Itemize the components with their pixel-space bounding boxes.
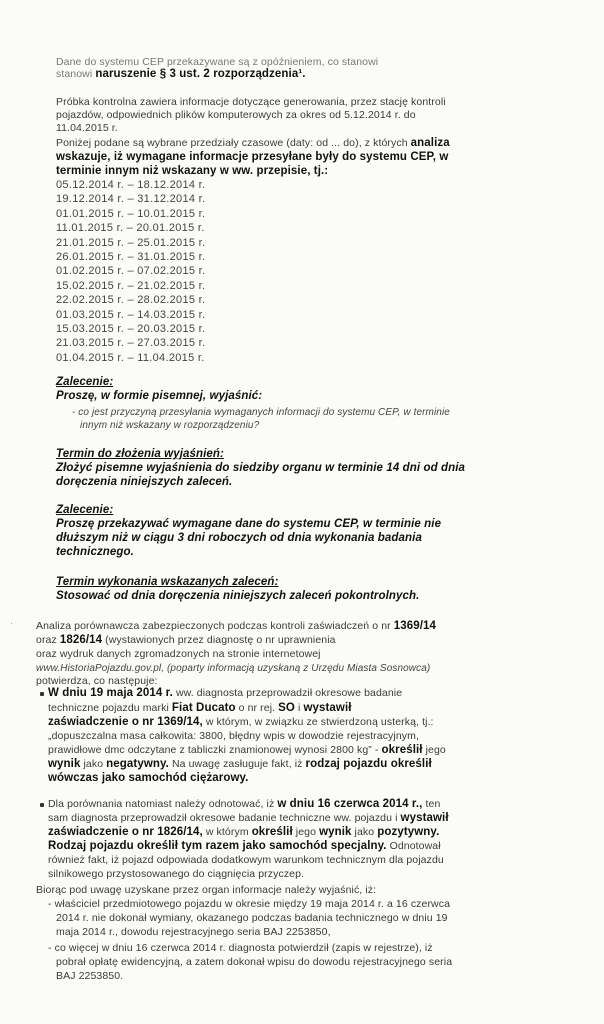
- certificate-reference: zaświadczenie o nr 1369/14,: [48, 716, 203, 728]
- bullet-1-line-2: [48, 702, 352, 715]
- intro-line-1: Dane do systemu CEP przekazywane są z opóźnieniem, co stanowi: [56, 56, 379, 68]
- bullet-icon: [40, 692, 44, 696]
- date-highlight: W dniu 19 maja 2014 r.: [48, 687, 173, 699]
- sample-line-6: terminie innym niż wskazany w ww. przepisie, tj.:: [56, 165, 329, 177]
- recommendation-1-heading: Zalecenie:: [56, 376, 114, 388]
- conclusion-line-7: BAJ 2253850.: [56, 970, 124, 982]
- bullet-1-line-6: [48, 758, 432, 771]
- result-positive: pozytywny.: [377, 826, 440, 838]
- bullet-1-line-7: wówczas jako samochód ciężarowy.: [48, 772, 249, 784]
- deadline-2-heading: Termin wykonania wskazanych zaleceń:: [56, 576, 279, 588]
- conclusion-line-6: pobrał opłatę ewidencyjną, a zatem dokonał wpisu do dowodu rejestracyjnego seria: [56, 956, 453, 968]
- bullet-bold: wystawił: [400, 812, 449, 824]
- deadline-1-line-1: Złożyć pisemne wyjaśnienia do siedziby organu w terminie 14 dni od dnia: [56, 462, 466, 474]
- recommendation-2-heading: Zalecenie:: [56, 504, 114, 516]
- bullet-bold: określił: [381, 744, 423, 756]
- bullet-2-line-6: silnikowego przystosowanego do ciągnięcia przyczep.: [48, 868, 305, 880]
- recommendation-1-line-1: Proszę, w formie pisemnej, wyjaśnić:: [56, 390, 263, 402]
- analysis-text: oraz: [36, 634, 60, 646]
- violation-text: naruszenie § 3 ust. 2 rozporządzenia: [95, 68, 299, 80]
- conclusion-line-3: 2014 r. nie dokonał wymiany, okazanego podczas badania technicznego w dniu 19: [56, 912, 448, 924]
- date-range: 01.01.2015 r. – 10.01.2015 r.: [56, 207, 206, 220]
- bullet-icon: [40, 803, 44, 807]
- bullet-2-line-5: również fakt, iż pojazd odpowiada dodatkowym warunkom technicznym dla pojazdu: [48, 854, 444, 866]
- recommendation-2-line-2: dłuższym niż w ciągu 3 dni roboczych od dnia wykonania badania: [56, 532, 422, 544]
- bullet-2-line-2: [48, 812, 449, 825]
- deadline-1-line-2: doręczenia niniejszych zaleceń.: [56, 476, 233, 488]
- recommendation-2-line-1: Proszę przekazywać wymagane dane do systemu CEP, w terminie nie: [56, 518, 442, 530]
- date-range: 05.12.2014 r. – 18.12.2014 r.: [56, 179, 206, 191]
- date-range: 21.01.2015 r. – 25.01.2015 r.: [56, 236, 206, 249]
- bullet-bold: określił: [251, 826, 293, 838]
- bullet-text: techniczne pojazdu marki: [48, 702, 172, 714]
- bullet-text: ten: [422, 798, 441, 810]
- registration-number: SO: [278, 702, 295, 714]
- bullet-text: Dla porównania natomiast należy odnotować, iż: [48, 798, 278, 810]
- date-range: 01.03.2015 r. – 14.03.2015 r.: [56, 308, 206, 321]
- bullet-bold: wynik: [48, 758, 81, 770]
- bullet-bold: wystawił: [303, 702, 352, 714]
- bullet-1-line-4: „dopuszczalna masa całkowita: 3800, błędny wpis w dowodzie rejestracyjnym,: [48, 730, 419, 742]
- analysis-line-2: [36, 634, 336, 647]
- date-highlight: w dniu 16 czerwca 2014 r.,: [277, 798, 423, 810]
- analysis-line-5: potwierdza, co następuje:: [36, 675, 158, 687]
- date-range-list: [56, 178, 205, 365]
- bullet-text: ww. diagnosta przeprowadził okresowe badanie: [172, 687, 403, 699]
- bullet-2-line-3: [48, 826, 439, 839]
- analysis-word: analiza: [410, 137, 450, 149]
- bullet-text: jako: [351, 826, 378, 838]
- bullet-text: jako: [80, 758, 107, 770]
- date-range: 21.03.2015 r. – 27.03.2015 r.: [56, 337, 206, 350]
- sample-line-5: wskazuje, iż wymagane informacje przesyłane były do systemu CEP, w: [56, 151, 449, 163]
- bullet-text: w którym, w związku ze stwierdzoną usterką, tj.:: [202, 716, 434, 728]
- analysis-text: (wystawionych przez diagnostę o nr uprawnienia: [102, 634, 336, 646]
- bullet-1-line-3: [48, 716, 434, 729]
- intro-line-2: [56, 68, 306, 81]
- certificate-number: 1369/14: [393, 620, 437, 632]
- bullet-text: prawidłowe dmc odczytane z tabliczki znamionowej wynosi 2800 kg” -: [48, 744, 382, 756]
- deadline-2-line-1: Stosować od dnia doręczenia niniejszych zaleceń pokontrolnych.: [56, 590, 420, 602]
- analysis-line-1: [36, 620, 436, 633]
- analysis-line-3: oraz wydruk danych zgromadzonych na stronie internetowej: [36, 648, 321, 660]
- recommendation-1-line-3: innym niż wskazany w rozporządzeniu?: [80, 420, 260, 431]
- recommendation-2-line-3: technicznego.: [56, 546, 134, 558]
- bullet-2-line-4: [48, 840, 441, 853]
- date-range: 11.01.2015 r. – 20.01.2015 r.: [56, 222, 205, 235]
- recommendation-1-line-2: - co jest przyczyną przesyłania wymaganych informacji do systemu CEP, w terminie: [72, 407, 450, 418]
- footnote-mark: ¹.: [298, 68, 306, 80]
- analysis-line-4: www.HistoriaPojazdu.gov.pl, (poparty informacją uzyskaną z Urzędu Miasta Sosnowca): [36, 663, 431, 674]
- conclusion-line-5: - co więcej w dniu 16 czerwca 2014 r. diagnosta potwierdził (zapis w rejestrze), iż: [48, 942, 433, 954]
- sample-line-4: [56, 137, 450, 150]
- bullet-2-line-1: [48, 798, 440, 811]
- certificate-number: 1826/14: [59, 634, 103, 646]
- intro-text: stanowi: [56, 68, 96, 80]
- conclusion-line-2: - właściciel przedmiotowego pojazdu w okresie między 19 maja 2014 r. a 16 czerwca: [48, 898, 451, 910]
- date-range: 26.01.2015 r. – 31.01.2015 r.: [56, 250, 206, 263]
- certificate-reference: zaświadczenie o nr 1826/14,: [48, 826, 203, 838]
- result-negative: negatywny.: [106, 758, 169, 770]
- sample-line-1: Próbka kontrolna zawiera informacje dotyczące generowania, przez stację kontroli: [56, 96, 446, 108]
- date-range: 01.04.2015 r. – 11.04.2015 r.: [56, 351, 205, 364]
- bullet-text: i: [294, 702, 304, 714]
- bullet-text: o nr rej.: [235, 702, 279, 714]
- bullet-bold: rodzaj pojazdu określił: [305, 758, 432, 770]
- sample-line-3: 11.04.2015 r.: [56, 122, 118, 134]
- vehicle-type-special: Rodzaj pojazdu określił tym razem jako samochód specjalny.: [48, 840, 387, 852]
- sample-line-2: pojazdów, odpowiednich plików komputerowych za okres od 5.12.2014 r. do: [56, 109, 416, 121]
- date-range: 22.02.2015 r. – 28.02.2015 r.: [56, 294, 206, 307]
- conclusion-line-4: maja 2014 r., dowodu rejestracyjnego seria BAJ 2253850,: [56, 926, 331, 938]
- sample-text: Poniżej podane są wybrane przedziały czasowe (daty: od ... do), z których: [56, 137, 411, 149]
- bullet-text: jego: [292, 826, 320, 838]
- date-range: 01.02.2015 r. – 07.02.2015 r.: [56, 265, 206, 278]
- date-range: 19.12.2014 r. – 31.12.2014 r.: [56, 193, 206, 206]
- bullet-text: sam diagnosta przeprowadził okresowe badanie techniczne ww. pojazdu i: [48, 812, 401, 824]
- bullet-1-line-5: [48, 744, 446, 757]
- bullet-text: jego: [422, 744, 446, 756]
- date-range: 15.03.2015 r. – 20.03.2015 r.: [56, 322, 206, 335]
- vehicle-make: Fiat Ducato: [171, 702, 236, 714]
- bullet-1-line-1: [48, 687, 402, 700]
- analysis-text: Analiza porównawcza zabezpieczonych podczas kontroli zaświadczeń o nr: [36, 620, 394, 632]
- margin-mark: ·: [10, 618, 13, 628]
- bullet-text: w którym: [202, 826, 252, 838]
- bullet-text: Odnotował: [386, 840, 441, 852]
- bullet-text: Na uwagę zasługuje fakt, iż: [168, 758, 306, 770]
- date-range: 15.02.2015 r. – 21.02.2015 r.: [56, 279, 206, 292]
- deadline-1-heading: Termin do złożenia wyjaśnień:: [56, 448, 224, 460]
- bullet-bold: wynik: [319, 826, 352, 838]
- conclusion-line-1: Biorąc pod uwagę uzyskane przez organ informacje należy wyjaśnić, iż:: [36, 884, 377, 896]
